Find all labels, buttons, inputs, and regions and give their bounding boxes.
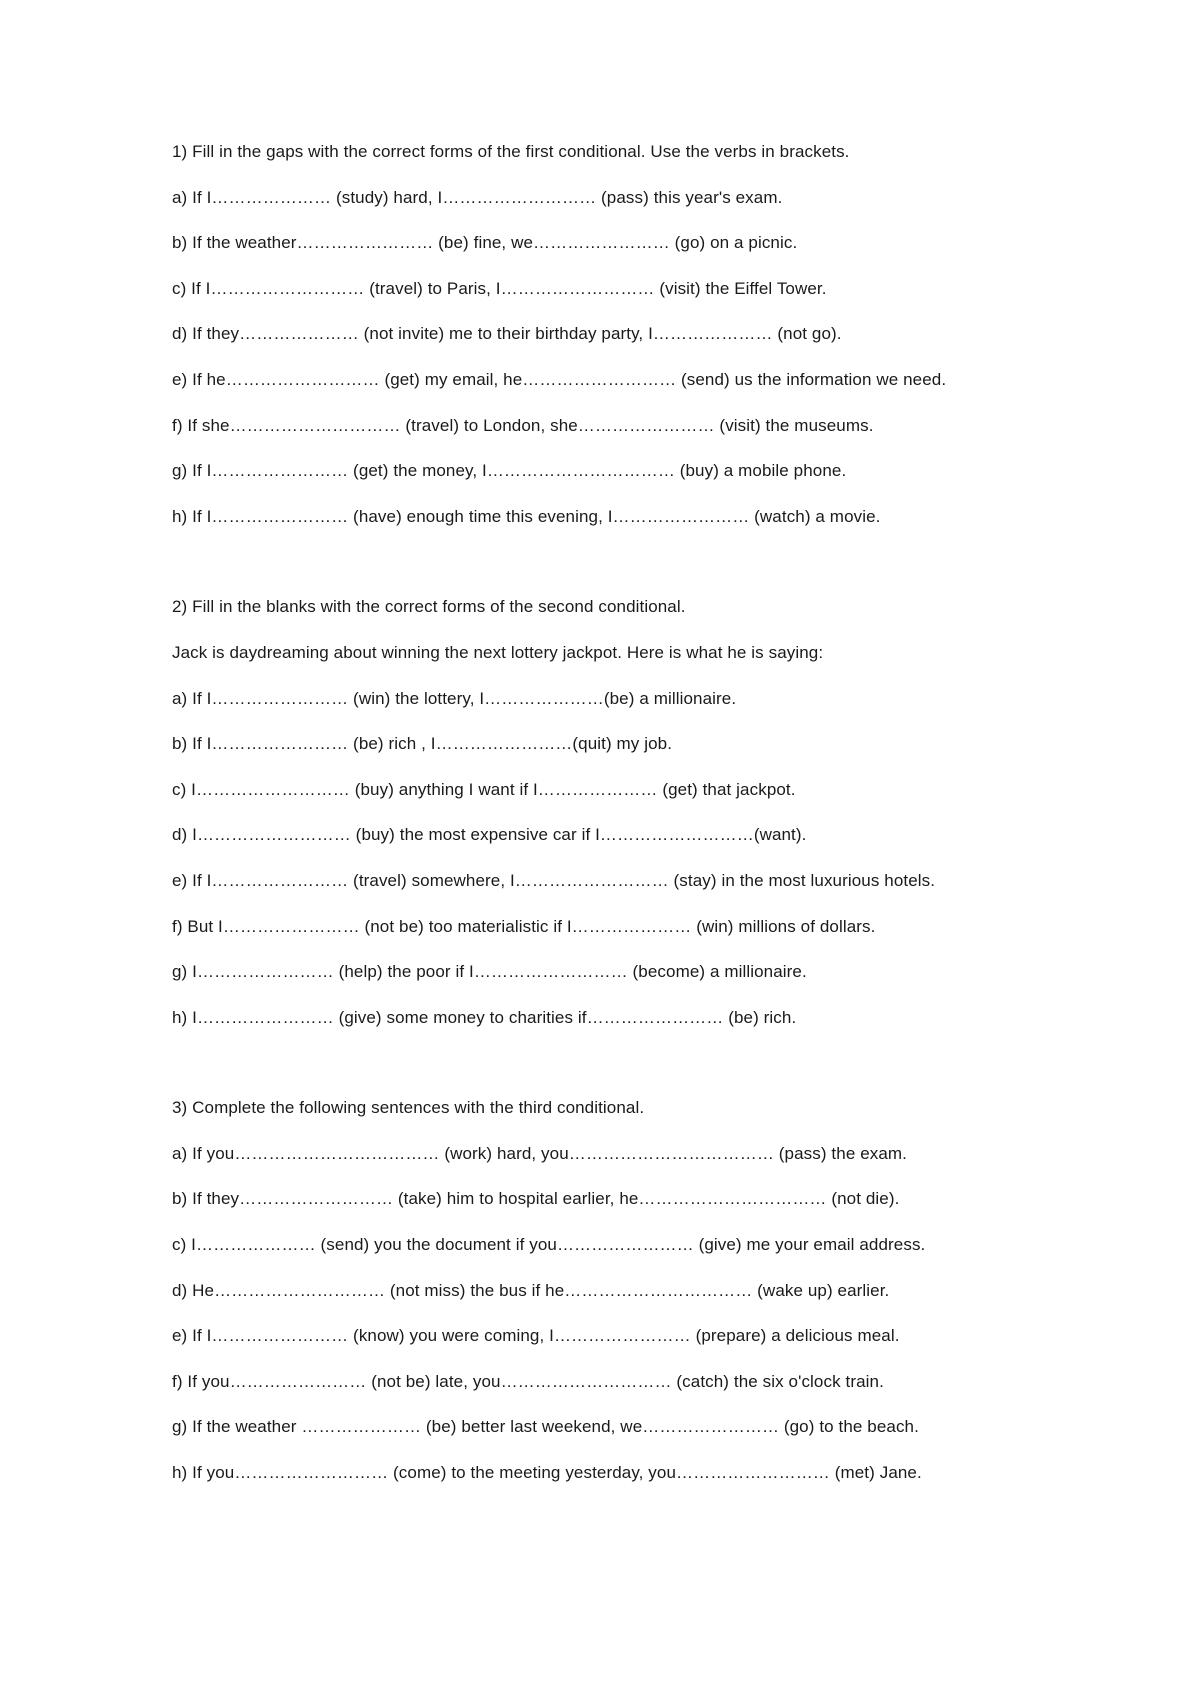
exercise-line: d) He………………………… (not miss) the bus if he…………………………… (wake up) earlier. — [172, 1280, 890, 1300]
exercise-line: b) If I…………………… (be) rich , I……………………(quit) my job. — [172, 734, 673, 754]
section-spacer — [172, 550, 1132, 595]
section-third-conditional — [172, 1096, 1132, 1484]
exercise-line: e) If I…………………… (know) you were coming, I…………………… (prepare) a delicious meal. — [172, 1326, 900, 1346]
exercise-line: h) If you……………………… (come) to the meeting yesterday, you……………………… (met) Jane. — [172, 1463, 922, 1483]
section-heading: 2) Fill in the blanks with the correct forms of the second conditional. — [172, 597, 686, 617]
exercise-line: g) If I…………………… (get) the money, I…………………………… (buy) a mobile phone. — [172, 461, 847, 481]
exercise-line: b) If they……………………… (take) him to hospital earlier, he…………………………… (not die). — [172, 1189, 900, 1209]
section-heading: 3) Complete the following sentences with the third conditional. — [172, 1098, 645, 1118]
exercise-line: b) If the weather…………………… (be) fine, we…………………… (go) on a picnic. — [172, 233, 798, 253]
exercise-line: e) If he……………………… (get) my email, he……………………… (send) us the information we need. — [172, 369, 947, 389]
exercise-line: h) I…………………… (give) some money to charities if…………………… (be) rich. — [172, 1007, 797, 1027]
exercise-line: c) I……………………… (buy) anything I want if I………………… (get) that jackpot. — [172, 779, 796, 799]
exercise-line: f) But I…………………… (not be) too materialistic if I………………… (win) millions of dollars. — [172, 916, 876, 936]
exercise-line: a) If I…………………… (win) the lottery, I…………………(be) a millionaire. — [172, 688, 737, 708]
exercise-line: a) If you……………………………… (work) hard, you……………………………… (pass) the exam. — [172, 1143, 907, 1163]
section-intro: Jack is daydreaming about winning the next lottery jackpot. Here is what he is saying: — [172, 642, 824, 662]
section-heading: 1) Fill in the gaps with the correct forms of the first conditional. Use the verbs in brackets. — [172, 142, 850, 161]
exercise-line: g) I…………………… (help) the poor if I……………………… (become) a millionaire. — [172, 962, 807, 982]
worksheet-page — [172, 140, 1132, 1507]
exercise-line: c) If I……………………… (travel) to Paris, I……………………… (visit) the Eiffel Tower. — [172, 278, 827, 298]
exercise-line: f) If you…………………… (not be) late, you………………………… (catch) the six o'clock train. — [172, 1371, 884, 1391]
exercise-line: g) If the weather ………………… (be) better last weekend, we…………………… (go) to the beach. — [172, 1417, 919, 1437]
section-second-conditional — [172, 595, 1132, 1028]
exercise-line: f) If she………………………… (travel) to London, she…………………… (visit) the museums. — [172, 415, 874, 435]
section-spacer — [172, 1051, 1132, 1096]
exercise-line: a) If I………………… (study) hard, I……………………… (pass) this year's exam. — [172, 187, 783, 207]
exercise-line: h) If I…………………… (have) enough time this evening, I…………………… (watch) a movie. — [172, 506, 881, 526]
exercise-line: c) I………………… (send) you the document if you…………………… (give) me your email address. — [172, 1235, 926, 1255]
exercise-line: d) If they………………… (not invite) me to their birthday party, I………………… (not go). — [172, 324, 842, 344]
exercise-line: d) I……………………… (buy) the most expensive car if I………………………(want). — [172, 825, 807, 845]
exercise-line: e) If I…………………… (travel) somewhere, I……………………… (stay) in the most luxurious hotels. — [172, 870, 936, 890]
section-first-conditional — [172, 140, 1132, 528]
